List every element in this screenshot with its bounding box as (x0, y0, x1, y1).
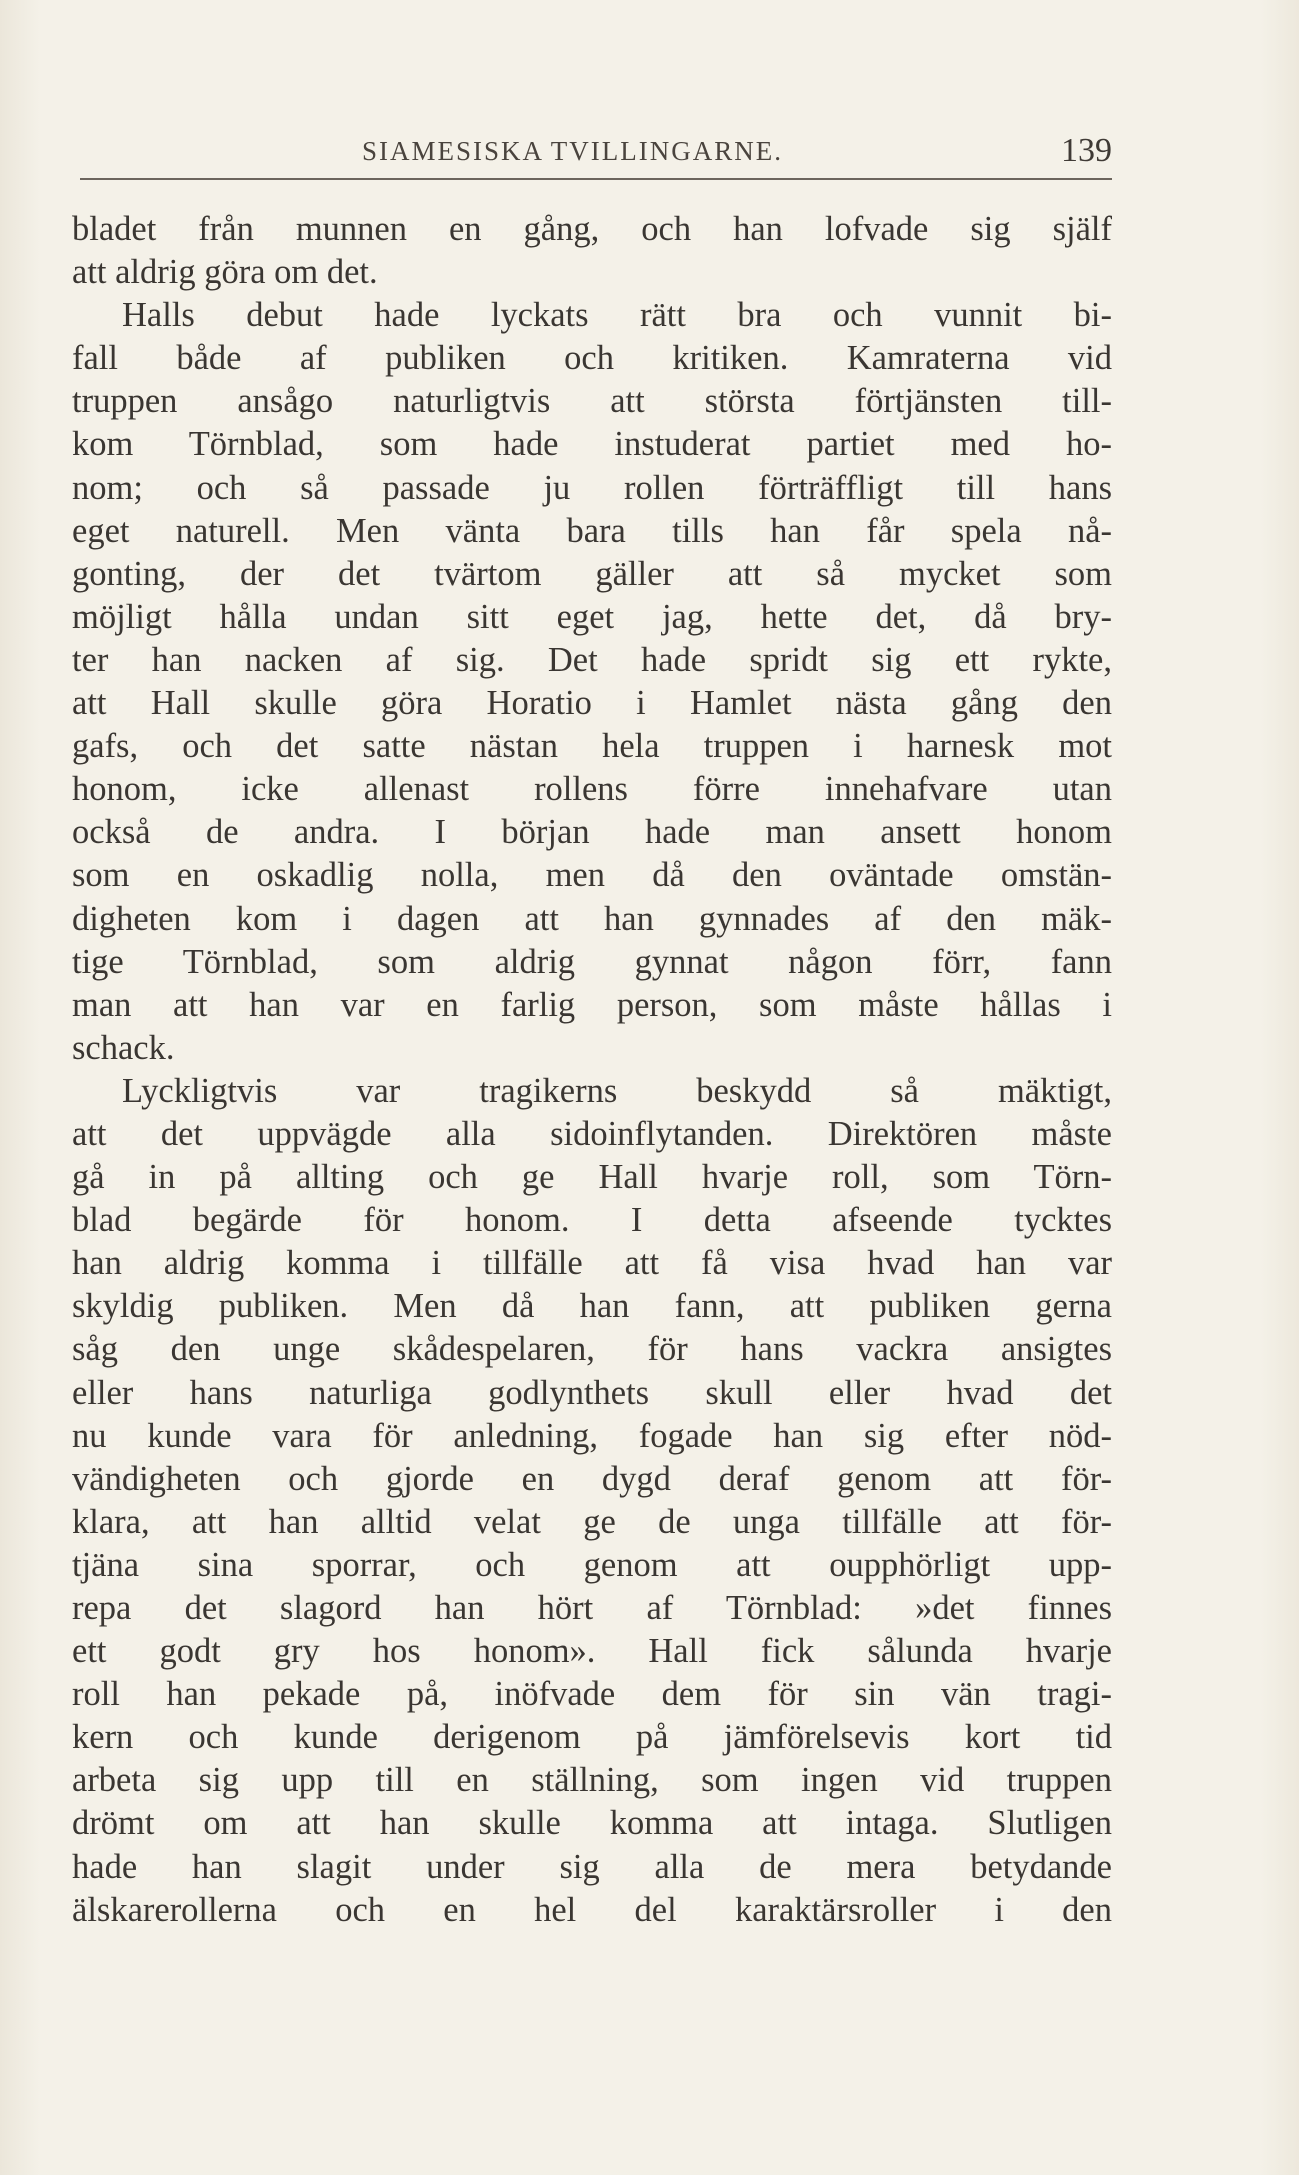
text-line: han aldrig komma i tillfälle att få visa hvad han var (72, 1244, 1112, 1283)
running-title: SIAMESISKA TVILLINGARNE. (362, 136, 784, 166)
page-header (80, 128, 1112, 180)
text-line: gonting, der det tvärtom gäller att så mycket som (72, 554, 1112, 593)
text-line: nom; och så passade ju rollen förträffligt till hans (72, 468, 1112, 507)
text-line: möjligt hålla undan sitt eget jag, hette det, då bry- (72, 597, 1112, 636)
text-line: drömt om att han skulle komma att intaga. Slutligen (72, 1804, 1112, 1843)
text-line: eget naturell. Men vänta bara tills han får spela nå- (72, 511, 1112, 550)
text-line: klara, att han alltid velat ge de unga tillfälle att för- (72, 1502, 1112, 1541)
text-line: bladet från munnen en gång, och han lofvade sig själf (72, 210, 1112, 248)
text-line: truppen ansågo naturligtvis att största förtjänsten till- (72, 382, 1112, 421)
text-line: gafs, och det satte nästan hela truppen i harnesk mot (72, 727, 1112, 766)
text-line: vändigheten och gjorde en dygd deraf genom att för- (72, 1459, 1112, 1498)
text-line: såg den unge skådespelaren, för hans vackra ansigtes (72, 1330, 1112, 1369)
text-line: att det uppvägde alla sidoinflytanden. Direktören måste (72, 1114, 1112, 1153)
text-line: skyldig publiken. Men då han fann, att publiken gerna (72, 1287, 1112, 1326)
text-line: hade han slagit under sig alla de mera betydande (72, 1847, 1112, 1886)
text-line: roll han pekade på, inöfvade dem för sin vän tragi- (72, 1675, 1112, 1714)
text-line: man att han var en farlig person, som måste hållas i (72, 985, 1112, 1024)
text-line: Lyckligtvis var tragikerns beskydd så mäktigt, (122, 1071, 1112, 1110)
text-line: arbeta sig upp till en ställning, som ingen vid truppen (72, 1761, 1112, 1800)
text-line: schack. (72, 1028, 175, 1067)
text-line: eller hans naturliga godlynthets skull eller hvad det (72, 1373, 1112, 1412)
text-line: att aldrig göra om det. (72, 253, 378, 292)
text-line: fall både af publiken och kritiken. Kamraterna vid (72, 339, 1112, 378)
text-line: ter han nacken af sig. Det hade spridt sig ett rykte, (72, 640, 1112, 679)
text-line: kern och kunde derigenom på jämförelsevis kort tid (72, 1718, 1112, 1757)
text-line: gå in på allting och ge Hall hvarje roll, som Törn- (72, 1158, 1112, 1197)
text-line: kom Törnblad, som hade instuderat partiet med ho- (72, 425, 1112, 464)
text-line: tige Törnblad, som aldrig gynnat någon förr, fann (72, 942, 1112, 981)
text-line: ett godt gry hos honom». Hall fick sålunda hvarje (72, 1632, 1112, 1671)
page-number: 139 (1061, 132, 1112, 169)
text-line: Halls debut hade lyckats rätt bra och vunnit bi- (122, 296, 1112, 335)
text-line: som en oskadlig nolla, men då den oväntade omstän- (72, 856, 1112, 895)
text-line: blad begärde för honom. I detta afseende tycktes (72, 1201, 1112, 1240)
text-line: att Hall skulle göra Horatio i Hamlet nästa gång den (72, 684, 1112, 723)
text-line: digheten kom i dagen att han gynnades af den mäk- (72, 899, 1112, 938)
body-text (72, 208, 1112, 1932)
text-line: också de andra. I början hade man ansett honom (72, 813, 1112, 852)
text-line: repa det slagord han hört af Törnblad: »det finnes (72, 1589, 1112, 1627)
text-line: älskarerollerna och en hel del karaktärsroller i den (72, 1890, 1112, 1929)
text-line: nu kunde vara för anledning, fogade han sig efter nöd- (72, 1416, 1112, 1455)
text-line: honom, icke allenast rollens förre innehafvare utan (72, 770, 1112, 809)
text-line: tjäna sina sporrar, och genom att oupphörligt upp- (72, 1545, 1112, 1584)
